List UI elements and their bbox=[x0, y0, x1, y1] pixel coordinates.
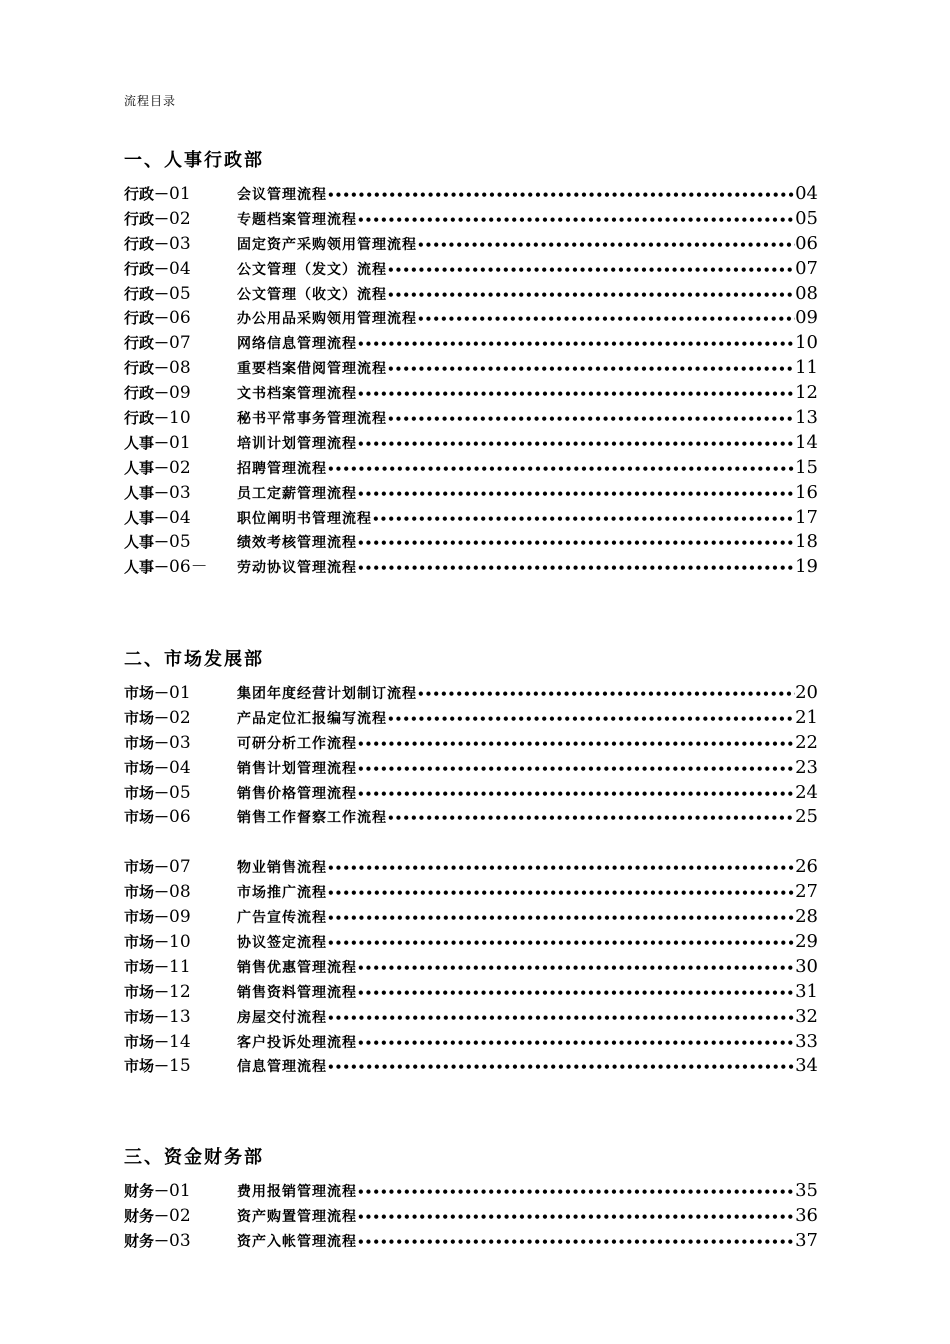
toc-entry-prefix: 市场－ bbox=[124, 858, 170, 877]
toc-entry-number: 09 bbox=[169, 383, 191, 404]
toc-entry-number: 02 bbox=[169, 457, 191, 478]
toc-leader-dots bbox=[357, 382, 795, 406]
toc-entry-page-number: 04 bbox=[795, 183, 818, 204]
toc-entry-number: 09 bbox=[169, 907, 191, 928]
toc-entry-page-number: 14 bbox=[795, 431, 818, 453]
toc-entry-page-number: 37 bbox=[795, 1229, 818, 1251]
toc-entry-title: 职位阐明书管理流程 bbox=[237, 510, 372, 527]
toc-leader-dots bbox=[387, 258, 795, 282]
toc-entry-prefix: 市场－ bbox=[124, 808, 170, 827]
toc-entry-title: 办公用品采购领用管理流程 bbox=[237, 311, 417, 328]
toc-entry-prefix: 行政－ bbox=[124, 359, 170, 378]
toc-entry-code bbox=[124, 1204, 237, 1229]
toc-entry-prefix: 市场－ bbox=[124, 908, 170, 927]
toc-entry[interactable] bbox=[124, 880, 818, 905]
toc-entry-title: 销售资料管理流程 bbox=[237, 984, 357, 1001]
toc-leader-dots bbox=[357, 1230, 795, 1254]
toc-list bbox=[124, 182, 818, 580]
toc-leader-dots bbox=[327, 931, 795, 955]
toc-entry-prefix: 市场－ bbox=[124, 733, 170, 752]
toc-entry-page-number: 26 bbox=[795, 856, 818, 878]
toc-leader-dots bbox=[387, 407, 795, 431]
toc-entry-code bbox=[124, 530, 237, 555]
toc-leader-dots bbox=[387, 806, 795, 830]
toc-leader-dots bbox=[387, 283, 795, 307]
toc-entry-page-number: 25 bbox=[795, 806, 818, 828]
toc-leader-dots bbox=[357, 432, 795, 456]
toc-entry-number: 08 bbox=[169, 882, 191, 903]
toc-entry-number: 03 bbox=[169, 233, 191, 254]
toc-entry-title: 专题档案管理流程 bbox=[237, 211, 357, 228]
toc-entry-code bbox=[124, 481, 237, 506]
toc-entry-number: 15 bbox=[169, 1056, 191, 1077]
toc-leader-dots bbox=[417, 682, 795, 706]
toc-entry[interactable] bbox=[124, 1005, 818, 1030]
toc-entry-title: 固定资产采购领用管理流程 bbox=[237, 236, 417, 253]
toc-entry-title: 员工定薪管理流程 bbox=[237, 485, 357, 502]
toc-entry[interactable] bbox=[124, 855, 818, 880]
toc-entry-title: 销售计划管理流程 bbox=[237, 760, 357, 777]
toc-entry-prefix: 市场－ bbox=[124, 933, 170, 952]
toc-entry-page-number: 23 bbox=[795, 756, 818, 778]
toc-entry-code bbox=[124, 905, 237, 930]
toc-entry-number: 07 bbox=[169, 857, 191, 878]
toc-leader-dots bbox=[327, 881, 795, 905]
toc-entry-code bbox=[124, 706, 237, 731]
toc-leader-dots bbox=[357, 482, 795, 506]
toc-entry-title: 广告宣传流程 bbox=[237, 910, 327, 927]
toc-entry-page-number: 06 bbox=[795, 232, 818, 254]
toc-entry-title: 绩效考核管理流程 bbox=[237, 535, 357, 552]
toc-entry-number: 08 bbox=[169, 358, 191, 379]
toc-entry-page-number: 30 bbox=[795, 955, 818, 977]
toc-entry-prefix: 财务－ bbox=[124, 1206, 170, 1225]
toc-entry-number: 12 bbox=[169, 981, 191, 1002]
toc-entry-prefix: 财务－ bbox=[124, 1231, 170, 1250]
toc-entry-number: 07 bbox=[169, 333, 191, 354]
toc-entry-code bbox=[124, 756, 237, 781]
toc-entry-code bbox=[124, 306, 237, 331]
toc-leader-dots bbox=[327, 183, 795, 207]
toc-leader-dots bbox=[357, 732, 795, 756]
toc-leader-dots bbox=[357, 1205, 795, 1229]
toc-entry-title: 物业销售流程 bbox=[237, 860, 327, 877]
toc-entry-page-number: 11 bbox=[795, 357, 818, 379]
toc-leader-dots bbox=[327, 906, 795, 930]
toc-entry-title: 客户投诉处理流程 bbox=[237, 1034, 357, 1051]
toc-leader-dots bbox=[327, 1055, 795, 1079]
toc-entry-number: 01 bbox=[169, 432, 191, 453]
toc-entry-title: 资产购置管理流程 bbox=[237, 1208, 357, 1225]
toc-entry[interactable] bbox=[124, 555, 818, 580]
toc-entry-code bbox=[124, 431, 237, 456]
toc-entry-code bbox=[124, 257, 237, 282]
toc-entry[interactable] bbox=[124, 980, 818, 1005]
toc-entry-code bbox=[124, 681, 237, 706]
toc-entry-code bbox=[124, 232, 237, 257]
toc-entry-page-number: 10 bbox=[795, 332, 818, 354]
toc-entry-prefix: 行政－ bbox=[124, 409, 170, 428]
toc-leader-dots bbox=[417, 233, 795, 257]
toc-entry-page-number: 21 bbox=[795, 706, 818, 728]
section-heading: 一、人事行政部 bbox=[124, 150, 264, 171]
toc-leader-dots bbox=[387, 707, 795, 731]
toc-entry-page-number: 16 bbox=[795, 481, 818, 503]
toc-entry-page-number: 22 bbox=[795, 731, 818, 753]
toc-leader-dots bbox=[357, 1180, 795, 1204]
toc-entry-prefix: 人事－ bbox=[124, 508, 170, 527]
section-heading: 二、市场发展部 bbox=[124, 649, 264, 670]
toc-entry-code bbox=[124, 406, 237, 431]
toc-leader-dots bbox=[357, 981, 795, 1005]
toc-entry-title: 劳动协议管理流程 bbox=[237, 560, 357, 577]
toc-leader-dots bbox=[327, 1006, 795, 1030]
toc-entry-number: 03 bbox=[169, 1230, 191, 1251]
toc-entry-page-number: 13 bbox=[795, 407, 818, 429]
toc-entry-prefix: 人事－ bbox=[124, 458, 170, 477]
toc-entry-title: 资产入帐管理流程 bbox=[237, 1233, 357, 1250]
toc-leader-dots bbox=[357, 531, 795, 555]
toc-leader-dots bbox=[327, 457, 795, 481]
toc-entry[interactable] bbox=[124, 530, 818, 555]
toc-entry-number: 10 bbox=[169, 932, 191, 953]
toc-entry[interactable] bbox=[124, 506, 818, 531]
toc-entry-title: 招聘管理流程 bbox=[237, 460, 327, 477]
toc-entry[interactable] bbox=[124, 930, 818, 955]
toc-entry[interactable] bbox=[124, 282, 818, 307]
toc-entry-page-number: 35 bbox=[795, 1180, 818, 1201]
toc-leader-dots bbox=[357, 782, 795, 806]
toc-entry-page-number: 08 bbox=[795, 282, 818, 304]
toc-entry-title: 公文管理（收文）流程 bbox=[237, 286, 387, 303]
toc-entry[interactable] bbox=[124, 955, 818, 980]
toc-leader-dots bbox=[357, 757, 795, 781]
toc-entry-code bbox=[124, 456, 237, 481]
toc-entry-title: 费用报销管理流程 bbox=[237, 1184, 357, 1200]
toc-entry-number: 06 bbox=[169, 807, 191, 828]
toc-entry[interactable] bbox=[124, 1030, 818, 1055]
toc-entry-code bbox=[124, 781, 237, 806]
toc-entry-title: 可研分析工作流程 bbox=[237, 735, 357, 752]
toc-leader-dots bbox=[372, 507, 795, 531]
toc-entry-title: 会议管理流程 bbox=[237, 187, 327, 203]
toc-entry-code bbox=[124, 805, 237, 830]
toc-entry-prefix: 行政－ bbox=[124, 284, 170, 303]
toc-entry[interactable] bbox=[124, 406, 818, 431]
section-market-development bbox=[124, 647, 818, 1079]
toc-entry-prefix: 市场－ bbox=[124, 957, 170, 976]
toc-entry-page-number: 09 bbox=[795, 307, 818, 329]
toc-entry[interactable] bbox=[124, 1179, 818, 1204]
toc-entry-title: 销售优惠管理流程 bbox=[237, 959, 357, 976]
toc-entry-number: 05 bbox=[169, 782, 191, 803]
toc-entry-code bbox=[124, 381, 237, 406]
toc-entry-number: 06－ bbox=[169, 557, 208, 578]
toc-entry[interactable] bbox=[124, 232, 818, 257]
toc-entry-title: 销售价格管理流程 bbox=[237, 785, 357, 802]
toc-entry-code bbox=[124, 980, 237, 1005]
toc-entry-page-number: 19 bbox=[795, 556, 818, 578]
toc-entry[interactable] bbox=[124, 805, 818, 830]
toc-entry[interactable] bbox=[124, 756, 818, 781]
toc-entry[interactable] bbox=[124, 356, 818, 381]
toc-entry[interactable] bbox=[124, 1054, 818, 1079]
toc-entry-page-number: 12 bbox=[795, 382, 818, 404]
toc-entry-title: 房屋交付流程 bbox=[237, 1009, 327, 1026]
toc-entry-page-number: 34 bbox=[795, 1055, 818, 1077]
toc-entry-title: 文书档案管理流程 bbox=[237, 386, 357, 403]
toc-entry-code bbox=[124, 282, 237, 307]
toc-entry-title: 集团年度经营计划制订流程 bbox=[237, 686, 417, 702]
toc-entry-title: 协议签定流程 bbox=[237, 935, 327, 952]
document-title: 流程目录 bbox=[124, 94, 177, 108]
toc-entry-code bbox=[124, 930, 237, 955]
toc-entry[interactable] bbox=[124, 456, 818, 481]
toc-entry-code bbox=[124, 880, 237, 905]
toc-entry-page-number: 31 bbox=[795, 980, 818, 1002]
toc-entry[interactable] bbox=[124, 706, 818, 731]
toc-entry-number: 03 bbox=[169, 482, 191, 503]
toc-entry-prefix: 市场－ bbox=[124, 708, 170, 727]
toc-entry[interactable] bbox=[124, 182, 818, 207]
toc-entry-code bbox=[124, 207, 237, 232]
toc-entry[interactable] bbox=[124, 481, 818, 506]
toc-leader-dots bbox=[357, 956, 795, 980]
toc-entry-prefix: 市场－ bbox=[124, 1057, 170, 1076]
toc-entry[interactable] bbox=[124, 207, 818, 232]
toc-leader-dots bbox=[357, 556, 795, 580]
toc-entry-title: 秘书平常事务管理流程 bbox=[237, 411, 387, 428]
toc-entry-prefix: 行政－ bbox=[124, 209, 170, 228]
toc-entry-code bbox=[124, 1179, 237, 1204]
toc-entry-number: 14 bbox=[169, 1031, 191, 1052]
toc-entry-prefix: 人事－ bbox=[124, 433, 170, 452]
toc-entry-number: 02 bbox=[169, 208, 191, 229]
toc-entry-prefix: 行政－ bbox=[124, 309, 170, 328]
toc-entry-page-number: 32 bbox=[795, 1005, 818, 1027]
toc-entry-code bbox=[124, 1054, 237, 1079]
section-finance bbox=[124, 1145, 818, 1254]
toc-entry-prefix: 人事－ bbox=[124, 483, 170, 502]
toc-entry-code bbox=[124, 1229, 237, 1254]
toc-entry-prefix: 行政－ bbox=[124, 259, 170, 278]
toc-entry-code bbox=[124, 855, 237, 880]
toc-entry-number: 01 bbox=[169, 184, 191, 204]
toc-entry-page-number: 36 bbox=[795, 1204, 818, 1226]
toc-leader-dots bbox=[327, 856, 795, 880]
toc-entry-code bbox=[124, 1005, 237, 1030]
toc-entry-number: 05 bbox=[169, 283, 191, 304]
toc-entry-page-number: 24 bbox=[795, 781, 818, 803]
toc-entry-code bbox=[124, 356, 237, 381]
toc-entry-prefix: 市场－ bbox=[124, 1007, 170, 1026]
toc-entry-prefix: 人事－ bbox=[124, 558, 170, 577]
toc-entry[interactable] bbox=[124, 1229, 818, 1254]
toc-entry-code bbox=[124, 955, 237, 980]
toc-entry-code bbox=[124, 1030, 237, 1055]
toc-leader-dots bbox=[357, 208, 795, 232]
toc-entry-title: 网络信息管理流程 bbox=[237, 336, 357, 353]
toc-entry-page-number: 28 bbox=[795, 906, 818, 928]
section-heading: 三、资金财务部 bbox=[124, 1147, 264, 1168]
toc-entry[interactable] bbox=[124, 1204, 818, 1229]
toc-entry-page-number: 29 bbox=[795, 931, 818, 953]
toc-entry[interactable] bbox=[124, 731, 818, 756]
toc-entry-prefix: 行政－ bbox=[124, 334, 170, 353]
toc-entry-prefix: 市场－ bbox=[124, 883, 170, 902]
toc-entry[interactable] bbox=[124, 681, 818, 706]
toc-entry[interactable] bbox=[124, 257, 818, 282]
toc-entry-code bbox=[124, 331, 237, 356]
toc-entry-number: 11 bbox=[169, 956, 191, 977]
toc-entry-code bbox=[124, 182, 237, 207]
toc-entry-page-number: 17 bbox=[795, 506, 818, 528]
toc-entry[interactable] bbox=[124, 381, 818, 406]
toc-entry-prefix: 市场－ bbox=[124, 684, 170, 702]
toc-list bbox=[124, 1179, 818, 1254]
toc-entry-prefix: 人事－ bbox=[124, 533, 170, 552]
section-hr-admin bbox=[124, 148, 818, 580]
toc-leader-dots bbox=[387, 357, 795, 381]
toc-entry-page-number: 15 bbox=[795, 456, 818, 478]
toc-entry-prefix: 市场－ bbox=[124, 783, 170, 802]
toc-entry-prefix: 行政－ bbox=[124, 185, 170, 203]
toc-entry-page-number: 33 bbox=[795, 1030, 818, 1052]
toc-entry[interactable] bbox=[124, 431, 818, 456]
toc-entry-number: 04 bbox=[169, 757, 191, 778]
toc-entry-title: 市场推广流程 bbox=[237, 885, 327, 902]
toc-entry-page-number: 05 bbox=[795, 207, 818, 229]
toc-entry-code bbox=[124, 506, 237, 531]
toc-entry-title: 重要档案借阅管理流程 bbox=[237, 361, 387, 378]
toc-entry-number: 03 bbox=[169, 732, 191, 753]
toc-entry[interactable] bbox=[124, 306, 818, 331]
toc-entry-code bbox=[124, 555, 237, 580]
toc-entry-prefix: 市场－ bbox=[124, 1032, 170, 1051]
toc-list bbox=[124, 681, 818, 1079]
toc-entry-number: 04 bbox=[169, 258, 191, 279]
toc-entry-number: 05 bbox=[169, 532, 191, 553]
toc-entry-number: 10 bbox=[169, 408, 191, 429]
toc-entry-title: 公文管理（发文）流程 bbox=[237, 261, 387, 278]
toc-entry[interactable] bbox=[124, 905, 818, 930]
toc-entry-number: 01 bbox=[169, 683, 191, 703]
toc-entry-number: 13 bbox=[169, 1006, 191, 1027]
toc-entry-prefix: 行政－ bbox=[124, 234, 170, 253]
toc-leader-dots bbox=[357, 332, 795, 356]
toc-entry-page-number: 20 bbox=[795, 682, 818, 703]
toc-entry-prefix: 行政－ bbox=[124, 384, 170, 403]
toc-entry-page-number: 18 bbox=[795, 531, 818, 553]
toc-leader-dots bbox=[357, 1031, 795, 1055]
toc-entry-number: 01 bbox=[169, 1181, 191, 1201]
toc-entry-prefix: 市场－ bbox=[124, 758, 170, 777]
toc-entry-title: 培训计划管理流程 bbox=[237, 435, 357, 452]
toc-entry-title: 信息管理流程 bbox=[237, 1059, 327, 1076]
toc-entry-number: 02 bbox=[169, 707, 191, 728]
toc-entry-code bbox=[124, 731, 237, 756]
toc-leader-dots bbox=[417, 307, 795, 331]
toc-entry-title: 销售工作督察工作流程 bbox=[237, 810, 387, 827]
toc-entry[interactable] bbox=[124, 781, 818, 806]
toc-entry-title: 产品定位汇报编写流程 bbox=[237, 710, 387, 727]
toc-entry-number: 02 bbox=[169, 1205, 191, 1226]
toc-entry[interactable] bbox=[124, 331, 818, 356]
toc-entry-page-number: 07 bbox=[795, 257, 818, 279]
toc-entry-prefix: 财务－ bbox=[124, 1182, 170, 1200]
toc-entry-number: 04 bbox=[169, 507, 191, 528]
toc-entry-page-number: 27 bbox=[795, 881, 818, 903]
toc-entry-prefix: 市场－ bbox=[124, 982, 170, 1001]
toc-entry-number: 06 bbox=[169, 308, 191, 329]
